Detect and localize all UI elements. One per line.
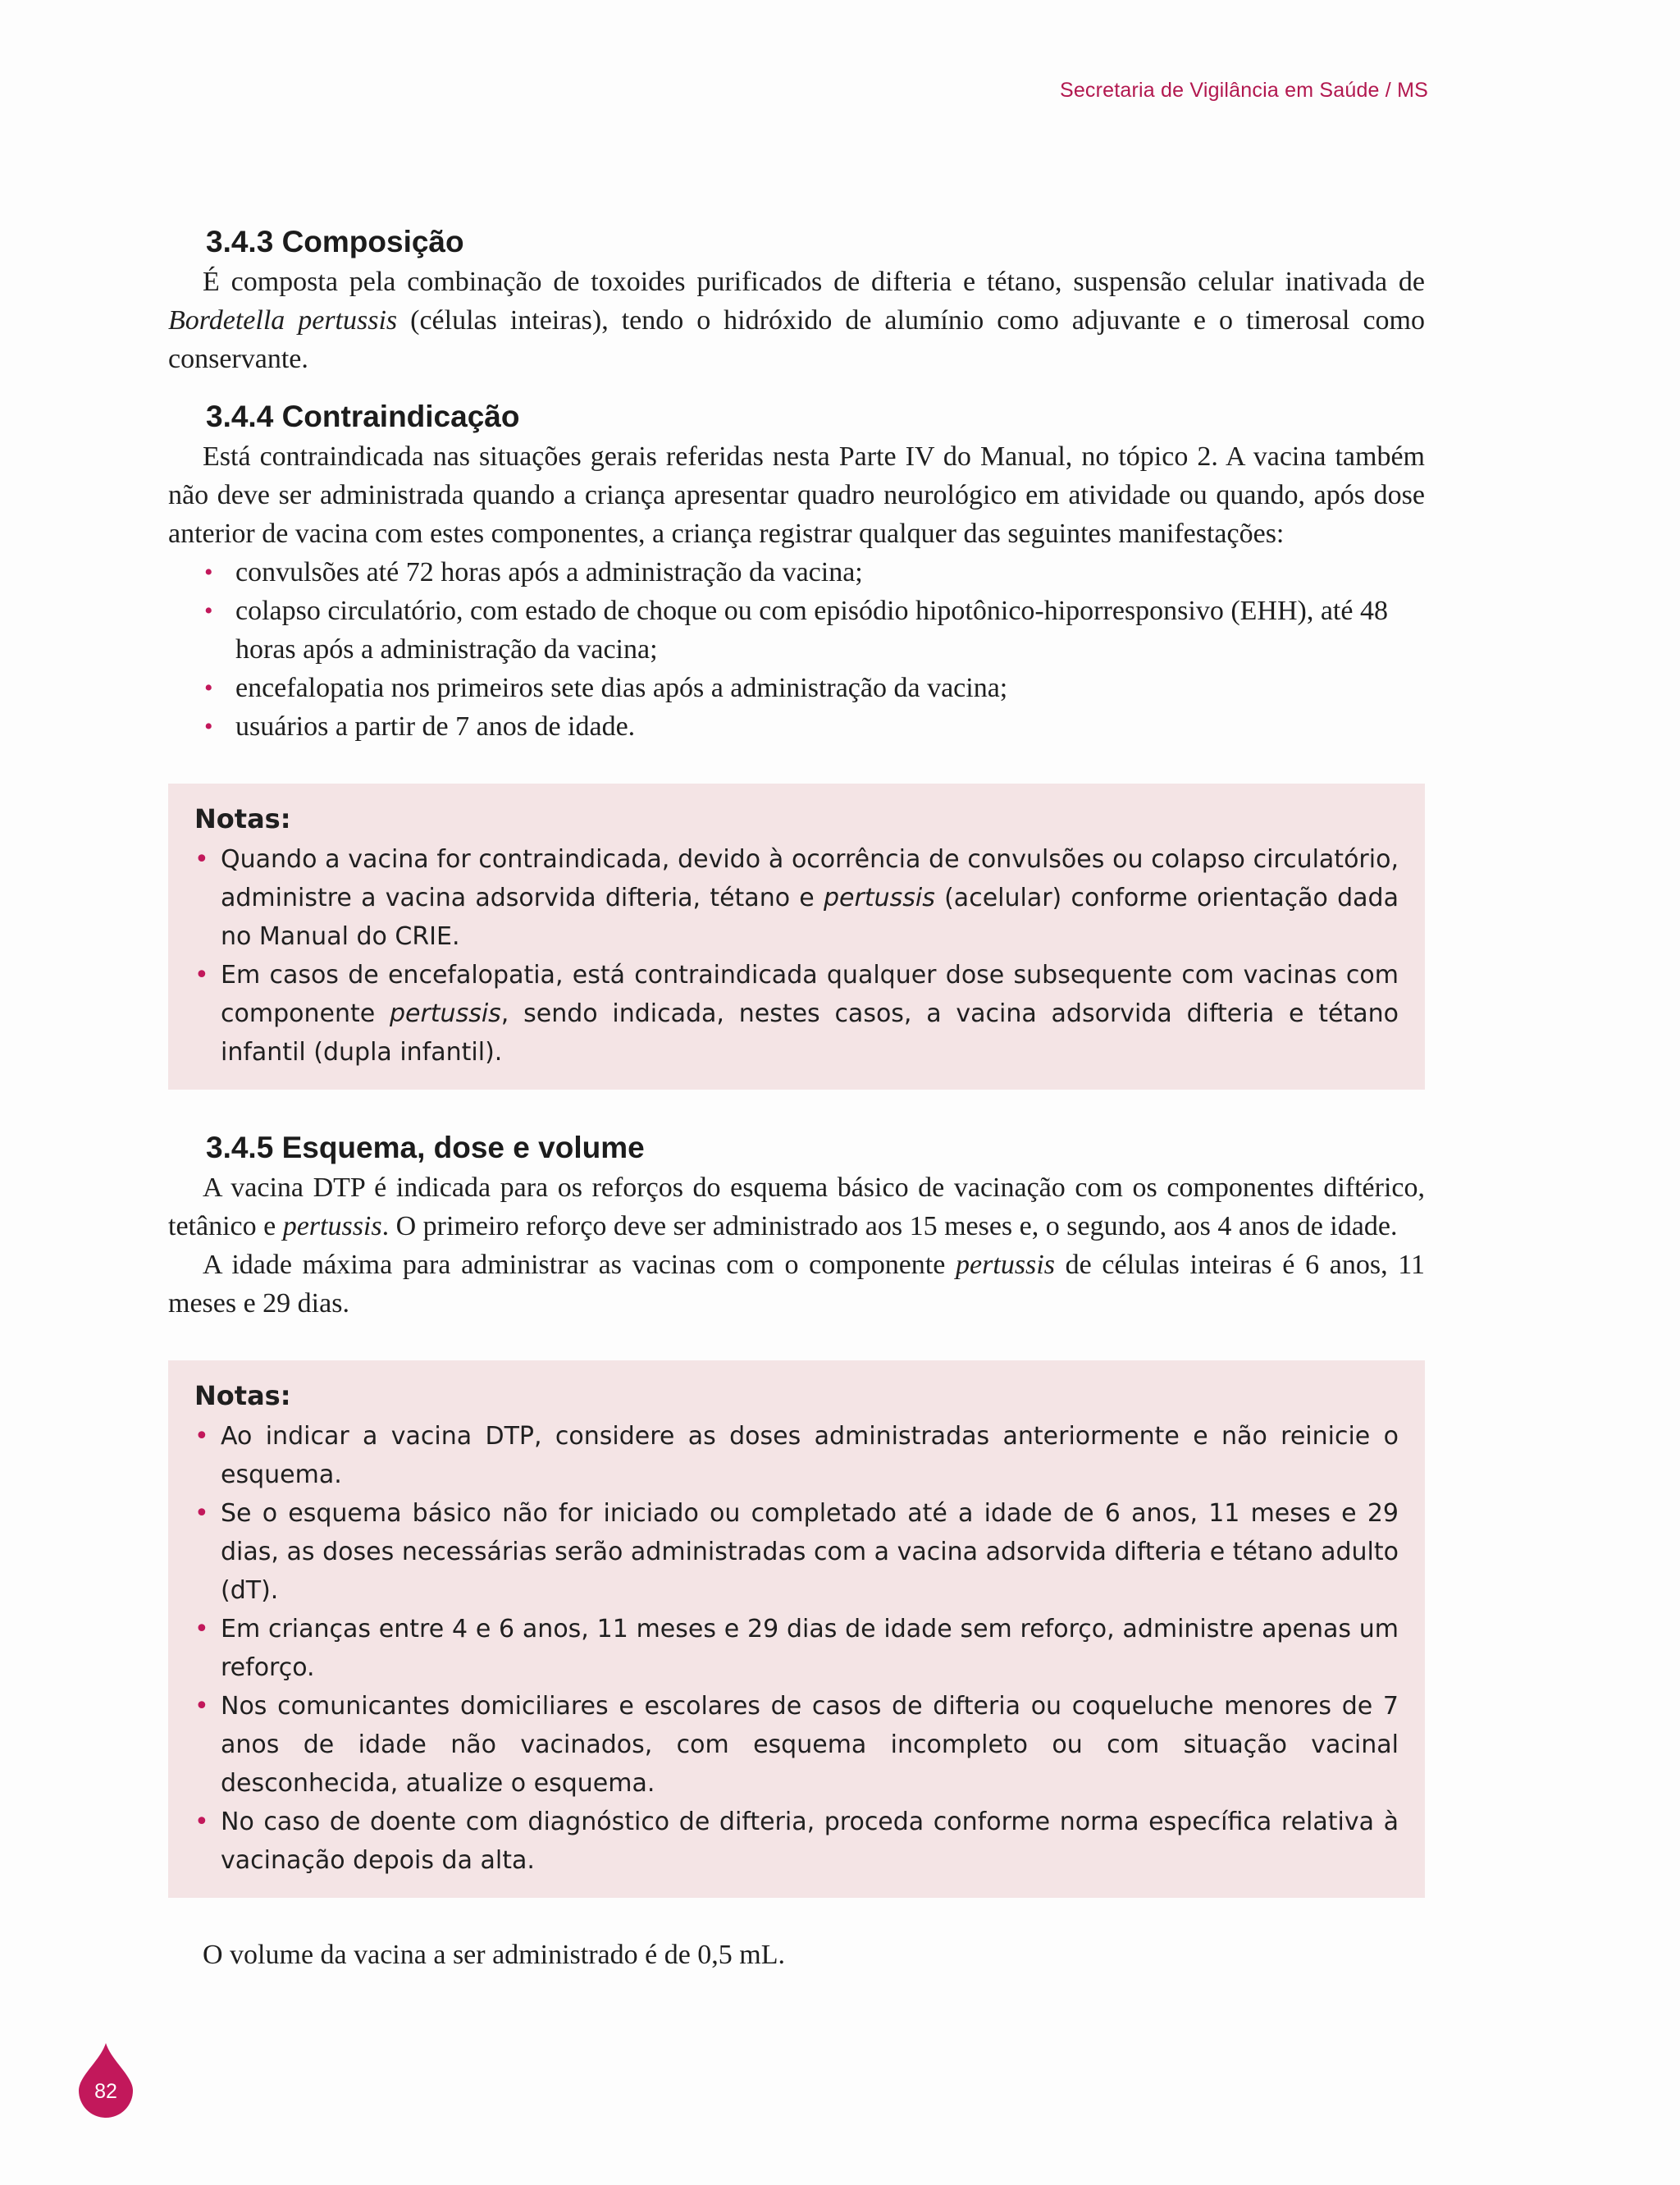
note-item [194,1610,1399,1687]
note-item-text: Nos comunicantes domiciliares e escolares de casos de difteria ou coqueluche menores de 7 anos de idade não vacinados, com esquema incompleto ou com situação vacinal desconhecida, atualize o esquema. [221,1692,1399,1798]
note-item [194,1803,1399,1880]
bullet-icon: • [194,1499,209,1528]
paragraph-contraindicacao: Está contraindicada nas situações gerais referidas nesta Parte IV do Manual, no tópico 2. A vacina também não deve ser administrada quando a criança apresentar quadro neurológico em atividade ou quando, após dose anterior de vacina com estes componentes, a criança registrar qualquer das seguintes manifestações: [168,441,1425,549]
note-item [194,1494,1399,1610]
note-item [194,1687,1399,1803]
list-item-text: usuários a partir de 7 anos de idade. [235,711,636,742]
note-item [194,840,1399,956]
text-run: . O primeiro reforço deve ser administrado aos 15 meses e, o segundo, aos 4 anos de idade. [381,1211,1398,1241]
text-run: (acelular) conforme orientação dada no Manual do CRIE. [221,884,1399,951]
italic-term: pertussis [389,999,501,1028]
text-run: (células inteiras), tendo o hidróxido de alumínio como adjuvante e o timerosal como conservante. [168,305,1426,374]
bullet-icon: • [204,713,213,740]
bullet-icon: • [204,674,213,702]
paragraph-volume: O volume da vacina a ser administrado é de 0,5 mL. [203,1940,785,1970]
note-item-text: Ao indicar a vacina DTP, considere as doses administradas anteriormente e não reinicie o esquema. [221,1422,1399,1489]
notes-box-contraindicacao [168,784,1425,1090]
list-item [168,669,1425,707]
note-item-text: No caso de doente com diagnóstico de difteria, proceda conforme norma específica relativa à vacinação depois da alta. [221,1808,1399,1875]
running-header: Secretaria de Vigilância em Saúde / MS [1059,79,1428,102]
text-run: de células inteiras é 6 anos, 11 meses e 29 dias. [168,1250,1426,1319]
notes-list [194,840,1399,1072]
bullet-icon: • [194,1615,209,1643]
text-run: Em casos de encefalopatia, está contraindicada qualquer dose subsequente com vacinas com componente [221,961,1399,1028]
paragraph-esquema-1 [168,1168,1425,1246]
list-item-text: colapso circulatório, com estado de choque ou com episódio hipotônico-hiporresponsivo (EHH), até 48 horas após a administração da vacina; [235,596,1388,665]
italic-term: pertussis [956,1250,1055,1280]
paragraph-esquema-2 [168,1246,1425,1323]
list-item-text: convulsões até 72 horas após a administração da vacina; [235,557,863,587]
note-item-text: Em crianças entre 4 e 6 anos, 11 meses e 29 dias de idade sem reforço, administre apenas um reforço. [221,1615,1399,1682]
note-item-text: Se o esquema básico não for iniciado ou completado até a idade de 6 anos, 11 meses e 29 dias, as doses necessárias serão administradas com a vacina adsorvida difteria e tétano adulto (dT). [221,1499,1399,1605]
text-run: A idade máxima para administrar as vacinas com o componente [203,1250,956,1280]
text-run: Quando a vacina for contraindicada, devido à ocorrência de convulsões ou colapso circulatório, administre a vacina adsorvida difteria, tétano e [221,845,1399,912]
bullet-icon: • [194,961,209,990]
bullet-icon: • [204,559,213,586]
bullet-icon: • [194,845,209,874]
bullet-icon: • [194,1808,209,1836]
text-run: , sendo indicada, nestes casos, a vacina adsorvida difteria e tétano infantil (dupla infantil). [221,999,1399,1067]
list-item [168,553,1425,592]
list-item-text: encefalopatia nos primeiros sete dias após a administração da vacina; [235,673,1008,703]
page-number: 82 [94,2080,117,2103]
bullet-icon: • [194,1692,209,1721]
list-item [168,592,1425,669]
list-item [168,707,1425,746]
notes-box-esquema [168,1360,1425,1898]
page-number-badge [79,2043,133,2119]
notes-title: Notas: [194,803,291,834]
section-heading-contraindicacao: 3.4.4 Contraindicação [206,400,520,433]
notes-title: Notas: [194,1380,291,1411]
paragraph-composicao [168,263,1425,378]
section-heading-composicao: 3.4.3 Composição [206,225,464,258]
note-item [194,956,1399,1072]
bullet-icon: • [204,597,213,624]
notes-list [194,1417,1399,1880]
bullet-icon: • [194,1422,209,1451]
text-run: É composta pela combinação de toxoides purificados de difteria e tétano, suspensão celular inativada de [203,267,1425,297]
italic-term: pertussis [824,884,935,912]
section-heading-esquema: 3.4.5 Esquema, dose e volume [206,1131,645,1164]
italic-term: Bordetella pertussis [168,305,398,336]
text-run: A vacina DTP é indicada para os reforços do esquema básico de vacinação com os componentes diftérico, tetânico e [168,1172,1425,1241]
page-content [168,222,1425,1974]
contraindication-list [168,553,1425,746]
italic-term: pertussis [282,1211,382,1241]
note-item [194,1417,1399,1494]
